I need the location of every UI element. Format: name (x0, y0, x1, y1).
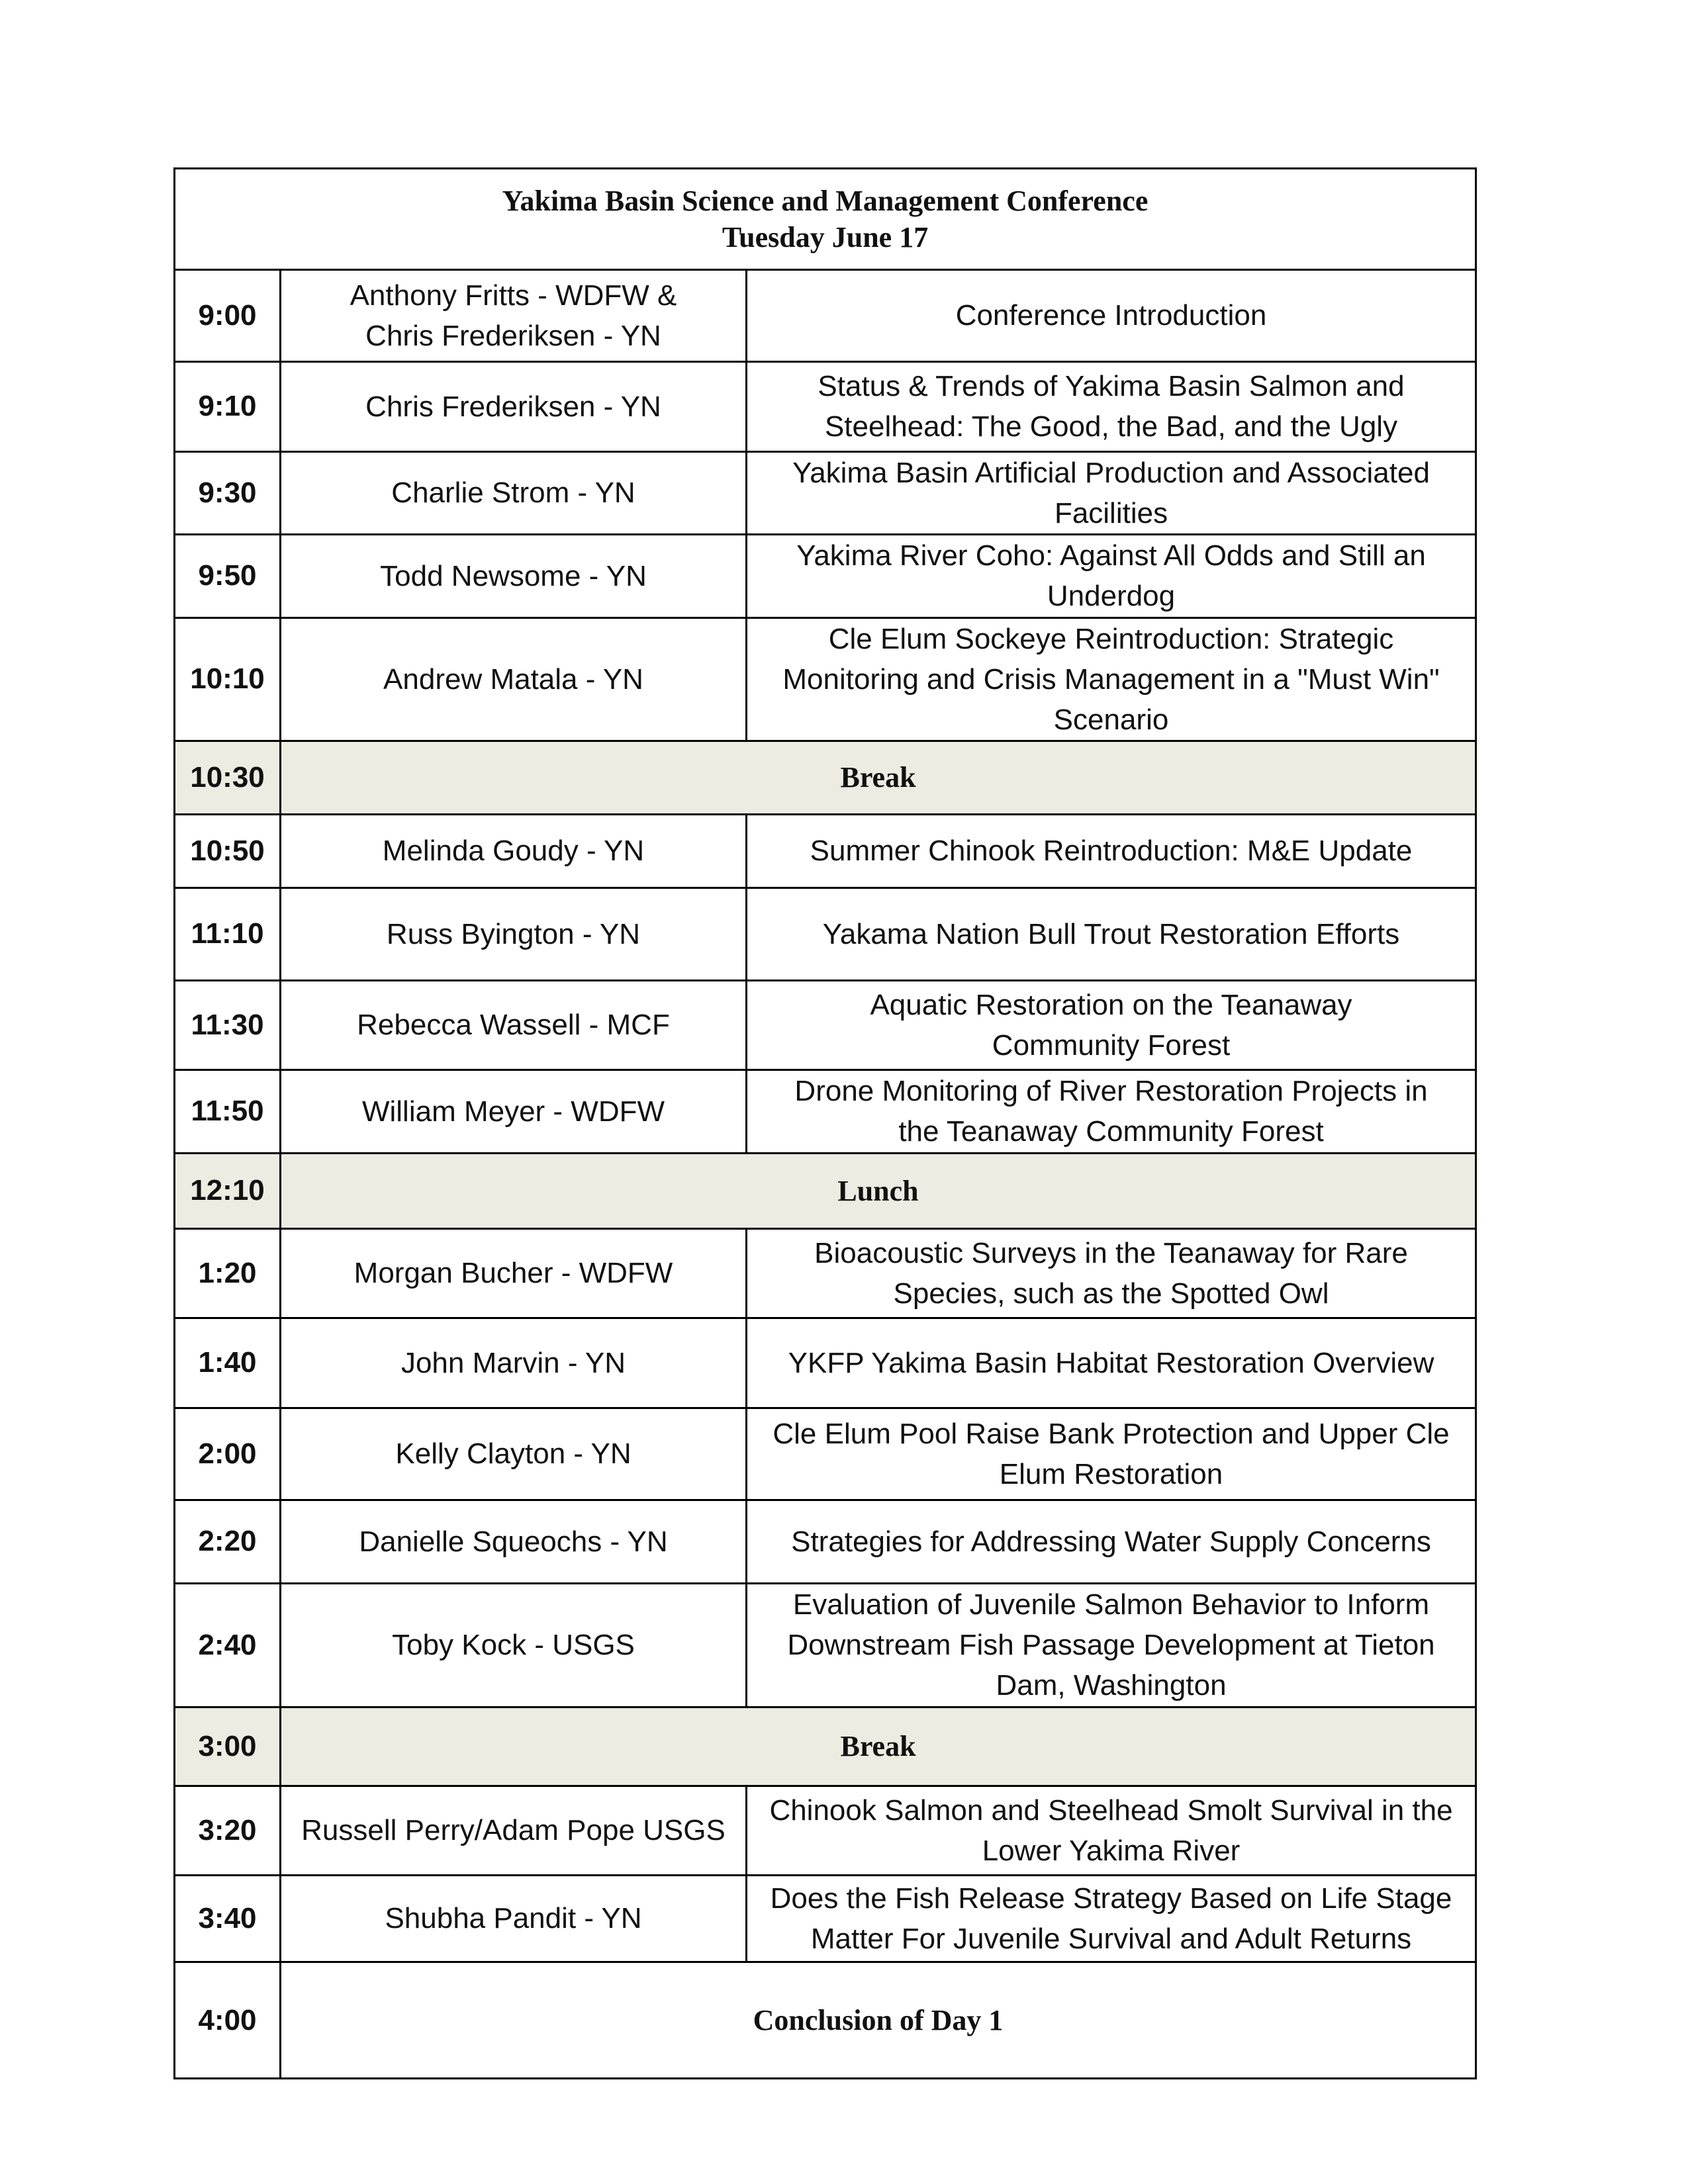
session-row (175, 1229, 1476, 1318)
speaker-line: Morgan Bucher - WDFW (353, 1257, 673, 1290)
talk-title-cell (747, 888, 1476, 981)
talk-title-line: Aquatic Restoration on the Teanaway (870, 988, 1352, 1021)
talk-title-line: Steelhead: The Good, the Bad, and the Ugly (824, 410, 1398, 443)
event-label: Lunch (281, 1153, 1476, 1228)
session-time: 11:50 (175, 1070, 281, 1153)
event-row (175, 1962, 1476, 2079)
speaker-cell (281, 1500, 747, 1583)
talk-title-cell (747, 1229, 1476, 1318)
speaker-cell (281, 362, 747, 452)
speaker-line: Rebecca Wassell - MCF (357, 1009, 670, 1042)
talk-title-cell (747, 814, 1476, 887)
talk-title-cell (747, 980, 1476, 1070)
talk-title-line: Chinook Salmon and Steelhead Smolt Survival in the (769, 1794, 1453, 1827)
talk-title-line: Evaluation of Juvenile Salmon Behavior to Inform (792, 1588, 1430, 1621)
session-time: 11:10 (175, 888, 281, 981)
session-time: 2:20 (175, 1500, 281, 1583)
talk-title-line: Drone Monitoring of River Restoration Projects in (794, 1075, 1428, 1108)
session-time: 10:30 (175, 741, 281, 814)
speaker-cell (281, 269, 747, 362)
session-row (175, 980, 1476, 1070)
session-row (175, 1875, 1476, 1962)
speaker-cell (281, 451, 747, 534)
talk-title-line: Cle Elum Pool Raise Bank Protection and Upper Cle (773, 1417, 1450, 1450)
speaker-cell (281, 980, 747, 1070)
speaker-line: Chris Frederiksen - YN (365, 319, 661, 352)
speaker-line: Shubha Pandit - YN (385, 1902, 642, 1935)
session-time: 1:20 (175, 1229, 281, 1318)
talk-title-line: Scenario (1053, 703, 1169, 736)
speaker-cell (281, 1229, 747, 1318)
talk-title-line: Summer Chinook Reintroduction: M&E Update (810, 835, 1413, 868)
conference-date: Tuesday June 17 (722, 220, 929, 253)
session-time: 9:10 (175, 362, 281, 452)
header-cell (175, 169, 1476, 270)
session-time: 11:30 (175, 980, 281, 1070)
talk-title-line: Monitoring and Crisis Management in a "Must Win" (782, 662, 1440, 696)
talk-title-line: Lower Yakima River (982, 1834, 1241, 1867)
speaker-cell (281, 888, 747, 981)
talk-title-cell (747, 362, 1476, 452)
session-time: 1:40 (175, 1318, 281, 1408)
header-row (175, 169, 1476, 270)
talk-title-line: Does the Fish Release Strategy Based on Life Stage (770, 1882, 1452, 1915)
session-row (175, 1070, 1476, 1153)
talk-title-line: Downstream Fish Passage Development at Tieton (787, 1629, 1435, 1662)
session-time: 2:40 (175, 1584, 281, 1707)
talk-title-line: Strategies for Addressing Water Supply Concerns (791, 1525, 1431, 1558)
talk-title-line: YKFP Yakima Basin Habitat Restoration Overview (788, 1346, 1434, 1379)
talk-title-cell (747, 269, 1476, 362)
speaker-line: Anthony Fritts - WDFW & (350, 279, 677, 312)
session-time: 3:40 (175, 1875, 281, 1962)
speaker-line: Todd Newsome - YN (380, 559, 647, 592)
event-row (175, 1153, 1476, 1228)
session-time: 9:50 (175, 535, 281, 617)
talk-title-line: Community Forest (992, 1028, 1231, 1062)
schedule-body (175, 169, 1476, 2079)
event-label: Conclusion of Day 1 (281, 1962, 1476, 2079)
talk-title-line: Elum Restoration (999, 1457, 1223, 1490)
event-row (175, 741, 1476, 814)
session-row (175, 535, 1476, 617)
talk-title-cell (747, 1584, 1476, 1707)
speaker-cell (281, 1318, 747, 1408)
session-row (175, 1318, 1476, 1408)
speaker-line: William Meyer - WDFW (361, 1095, 665, 1128)
session-row (175, 451, 1476, 534)
session-time: 12:10 (175, 1153, 281, 1228)
talk-title-line: Bioacoustic Surveys in the Teanaway for Rare (814, 1236, 1408, 1269)
speaker-line: Melinda Goudy - YN (382, 835, 645, 868)
talk-title-line: Cle Elum Sockeye Reintroduction: Strategic (828, 622, 1394, 655)
session-row (175, 1786, 1476, 1876)
speaker-cell (281, 1070, 747, 1153)
talk-title-cell (747, 617, 1476, 741)
session-time: 9:00 (175, 269, 281, 362)
speaker-cell (281, 1875, 747, 1962)
session-time: 3:20 (175, 1786, 281, 1876)
talk-title-line: the Teanaway Community Forest (898, 1115, 1324, 1148)
speaker-cell (281, 617, 747, 741)
speaker-line: Toby Kock - USGS (392, 1629, 635, 1662)
event-label: Break (281, 1707, 1476, 1786)
talk-title-line: Yakima Basin Artificial Production and Associated (792, 456, 1430, 489)
talk-title-cell (747, 1786, 1476, 1876)
session-row (175, 1500, 1476, 1583)
talk-title-cell (747, 1408, 1476, 1500)
speaker-line: Russell Perry/Adam Pope USGS (301, 1814, 726, 1847)
speaker-line: Chris Frederiksen - YN (365, 390, 661, 423)
talk-title-cell (747, 1318, 1476, 1408)
session-time: 4:00 (175, 1962, 281, 2079)
talk-title-line: Yakima River Coho: Against All Odds and Still an (796, 539, 1426, 572)
talk-title-cell (747, 535, 1476, 617)
speaker-line: Kelly Clayton - YN (395, 1437, 632, 1471)
talk-title-line: Matter For Juvenile Survival and Adult Returns (810, 1922, 1412, 1955)
talk-title-line: Conference Introduction (955, 299, 1267, 332)
schedule-table (173, 167, 1477, 2079)
session-row (175, 1408, 1476, 1500)
session-time: 2:00 (175, 1408, 281, 1500)
speaker-cell (281, 535, 747, 617)
speaker-line: Danielle Squeochs - YN (359, 1525, 668, 1558)
speaker-line: Charlie Strom - YN (391, 477, 635, 510)
session-row (175, 888, 1476, 981)
speaker-cell (281, 814, 747, 887)
speaker-line: Russ Byington - YN (386, 917, 641, 950)
conference-title: Yakima Basin Science and Management Conference (502, 184, 1149, 217)
speaker-cell (281, 1584, 747, 1707)
session-time: 10:50 (175, 814, 281, 887)
talk-title-line: Species, such as the Spotted Owl (893, 1277, 1329, 1310)
session-row (175, 269, 1476, 362)
event-label: Break (281, 741, 1476, 814)
session-time: 10:10 (175, 617, 281, 741)
talk-title-cell (747, 1500, 1476, 1583)
talk-title-cell (747, 1070, 1476, 1153)
session-row (175, 1584, 1476, 1707)
session-time: 9:30 (175, 451, 281, 534)
session-row (175, 362, 1476, 452)
session-row (175, 617, 1476, 741)
talk-title-line: Dam, Washington (996, 1669, 1227, 1702)
speaker-line: John Marvin - YN (400, 1346, 626, 1379)
session-time: 3:00 (175, 1707, 281, 1786)
talk-title-line: Underdog (1047, 580, 1176, 613)
talk-title-cell (747, 451, 1476, 534)
talk-title-line: Status & Trends of Yakima Basin Salmon and (818, 370, 1405, 403)
talk-title-cell (747, 1875, 1476, 1962)
speaker-line: Andrew Matala - YN (383, 662, 643, 696)
talk-title-line: Facilities (1054, 496, 1168, 529)
speaker-cell (281, 1408, 747, 1500)
talk-title-line: Yakama Nation Bull Trout Restoration Efforts (822, 917, 1400, 950)
event-row (175, 1707, 1476, 1786)
session-row (175, 814, 1476, 887)
speaker-cell (281, 1786, 747, 1876)
